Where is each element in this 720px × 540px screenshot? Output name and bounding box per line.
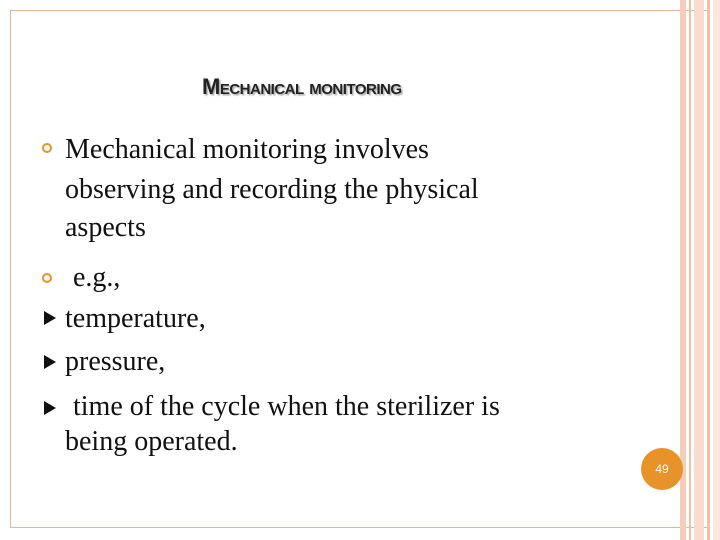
bullet-text: Mechanical monitoring involves (65, 134, 429, 165)
bullet-text-continuation: observing and recording the physical (65, 174, 479, 205)
arrow-bullet-icon (44, 311, 56, 325)
arrow-bullet-icon (44, 401, 56, 415)
sub-bullet-text-continuation: being operated. (65, 426, 238, 457)
slide-title: Mechanical monitoring (202, 74, 402, 99)
decorative-side-stripes (680, 0, 720, 540)
sub-bullet-text: pressure, (65, 346, 166, 377)
bullet-text-continuation: aspects (65, 212, 146, 243)
page-number-badge: 49 (641, 448, 683, 490)
sub-bullet-text: time of the cycle when the sterilizer is (73, 391, 500, 422)
sub-bullet-text: temperature, (65, 303, 206, 334)
ring-bullet-icon (42, 143, 52, 153)
ring-bullet-icon (42, 273, 52, 283)
bullet-text: e.g., (73, 262, 121, 293)
arrow-bullet-icon (44, 355, 56, 369)
